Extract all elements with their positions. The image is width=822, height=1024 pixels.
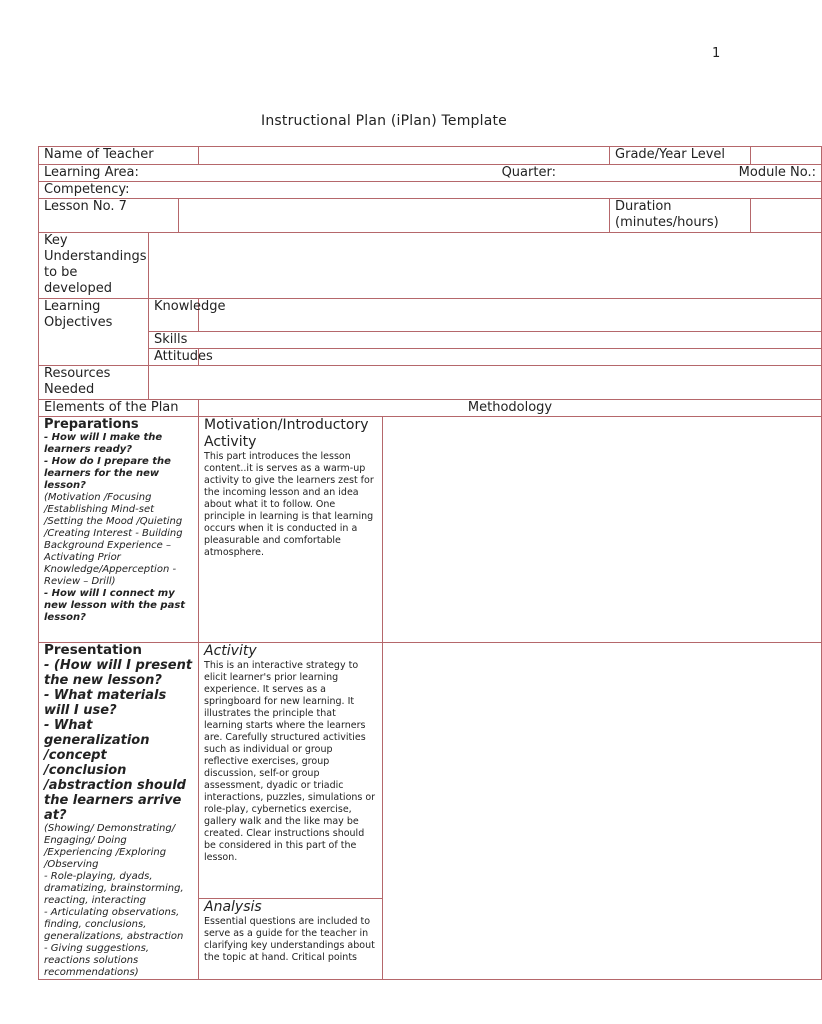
analysis-cell: [199, 899, 383, 980]
preparations-q1: - How will I make the learners ready?: [44, 432, 163, 455]
motivation-description: This part introduces the lesson content..it is serves as a warm-up activity to give the learners zest for the incoming lesson and an idea about what it to follow. One principle in learning is that learning occurs when it is conducted in a pleasurable and comfortable atmosphere.: [204, 451, 374, 558]
knowledge-field[interactable]: [199, 299, 822, 332]
presentation-details-4: - Giving suggestions, reactions solutions recommendations): [44, 943, 150, 978]
attitudes-label: Attitudes: [149, 349, 199, 366]
attitudes-field[interactable]: [199, 349, 822, 366]
duration-label: Duration (minutes/hours): [610, 199, 751, 233]
elements-header: Elements of the Plan: [39, 400, 199, 417]
analysis-title: Analysis: [204, 899, 262, 916]
analysis-description: Essential questions are included to serve as a guide for the teacher in clarifying key understandings about the topic at hand. Critical points: [204, 916, 375, 964]
preparations-cell: [39, 417, 199, 643]
presentation-details-3: - Articulating observations, finding, conclusions, generalizations, abstraction: [44, 907, 184, 942]
activity-description: This is an interactive strategy to elicit learner's prior learning experience. It serves as a springboard for new learning. It illustrates the principle that learning starts where the learners are. Carefully structured activities such as individual or group reflective exercises, group discussion, self-or group assessment, dyadic or triadic interactions, puzzles, simulations or role-play, cybernetics exercise, gallery walk and the like may be created. Clear instructions should be considered in this part of the lesson.: [204, 660, 376, 863]
grade-field[interactable]: [751, 147, 822, 165]
quarter-label: Quarter:: [501, 165, 556, 180]
preparations-q3: - How will I connect my new lesson with the past lesson?: [44, 588, 186, 623]
module-label: Module No.:: [738, 165, 817, 180]
key-understandings-label: Key Understandings to be developed: [39, 233, 149, 299]
presentation-field[interactable]: [383, 643, 822, 980]
presentation-cell: [39, 643, 199, 980]
learning-area-label: Learning Area:: [44, 165, 139, 180]
lesson-label: Lesson No. 7: [39, 199, 179, 233]
presentation-q3: - What generalization /concept /conclusion /abstraction should the learners arrive at?: [44, 718, 186, 823]
lesson-field[interactable]: [179, 199, 610, 233]
teacher-field[interactable]: [199, 147, 610, 165]
knowledge-label: Knowledge: [149, 299, 199, 332]
iplan-table: [38, 146, 822, 980]
skills-label: Skills: [149, 332, 822, 349]
teacher-label: Name of Teacher: [39, 147, 199, 165]
resources-label: Resources Needed: [39, 366, 149, 400]
learning-area-row: [39, 165, 822, 182]
presentation-details-1: (Showing/ Demonstrating/ Engaging/ Doing /Experiencing /Exploring /Observing: [44, 823, 176, 870]
motivation-cell: [199, 417, 383, 643]
page-number: 1: [712, 46, 721, 61]
motivation-title: Motivation/Introductory Activity: [204, 417, 369, 450]
document-title: Instructional Plan (iPlan) Template: [260, 113, 507, 129]
resources-field[interactable]: [149, 366, 822, 400]
motivation-field[interactable]: [383, 417, 822, 643]
activity-cell: [199, 643, 383, 899]
grade-label: Grade/Year Level: [610, 147, 751, 165]
duration-field[interactable]: [751, 199, 822, 233]
key-understandings-field[interactable]: [149, 233, 822, 299]
objectives-label: Learning Objectives: [39, 299, 149, 366]
methodology-header: Methodology: [199, 400, 822, 417]
competency-label: Competency:: [39, 182, 822, 199]
presentation-details-2: - Role-playing, dyads, dramatizing, brainstorming, reacting, interacting: [44, 871, 184, 906]
preparations-title: Preparations: [44, 417, 139, 432]
preparations-details: (Motivation /Focusing /Establishing Mind-set /Setting the Mood /Quieting /Creating Interest - Building Background Experience – Activating Prior Knowledge/Apperception - Review – Drill): [44, 492, 183, 587]
activity-title: Activity: [204, 643, 257, 659]
preparations-q2: - How do I prepare the learners for the new lesson?: [44, 456, 171, 491]
presentation-q1: - (How will I present the new lesson?: [44, 658, 193, 688]
presentation-q2: - What materials will I use?: [44, 688, 167, 718]
presentation-title: Presentation: [44, 642, 143, 658]
